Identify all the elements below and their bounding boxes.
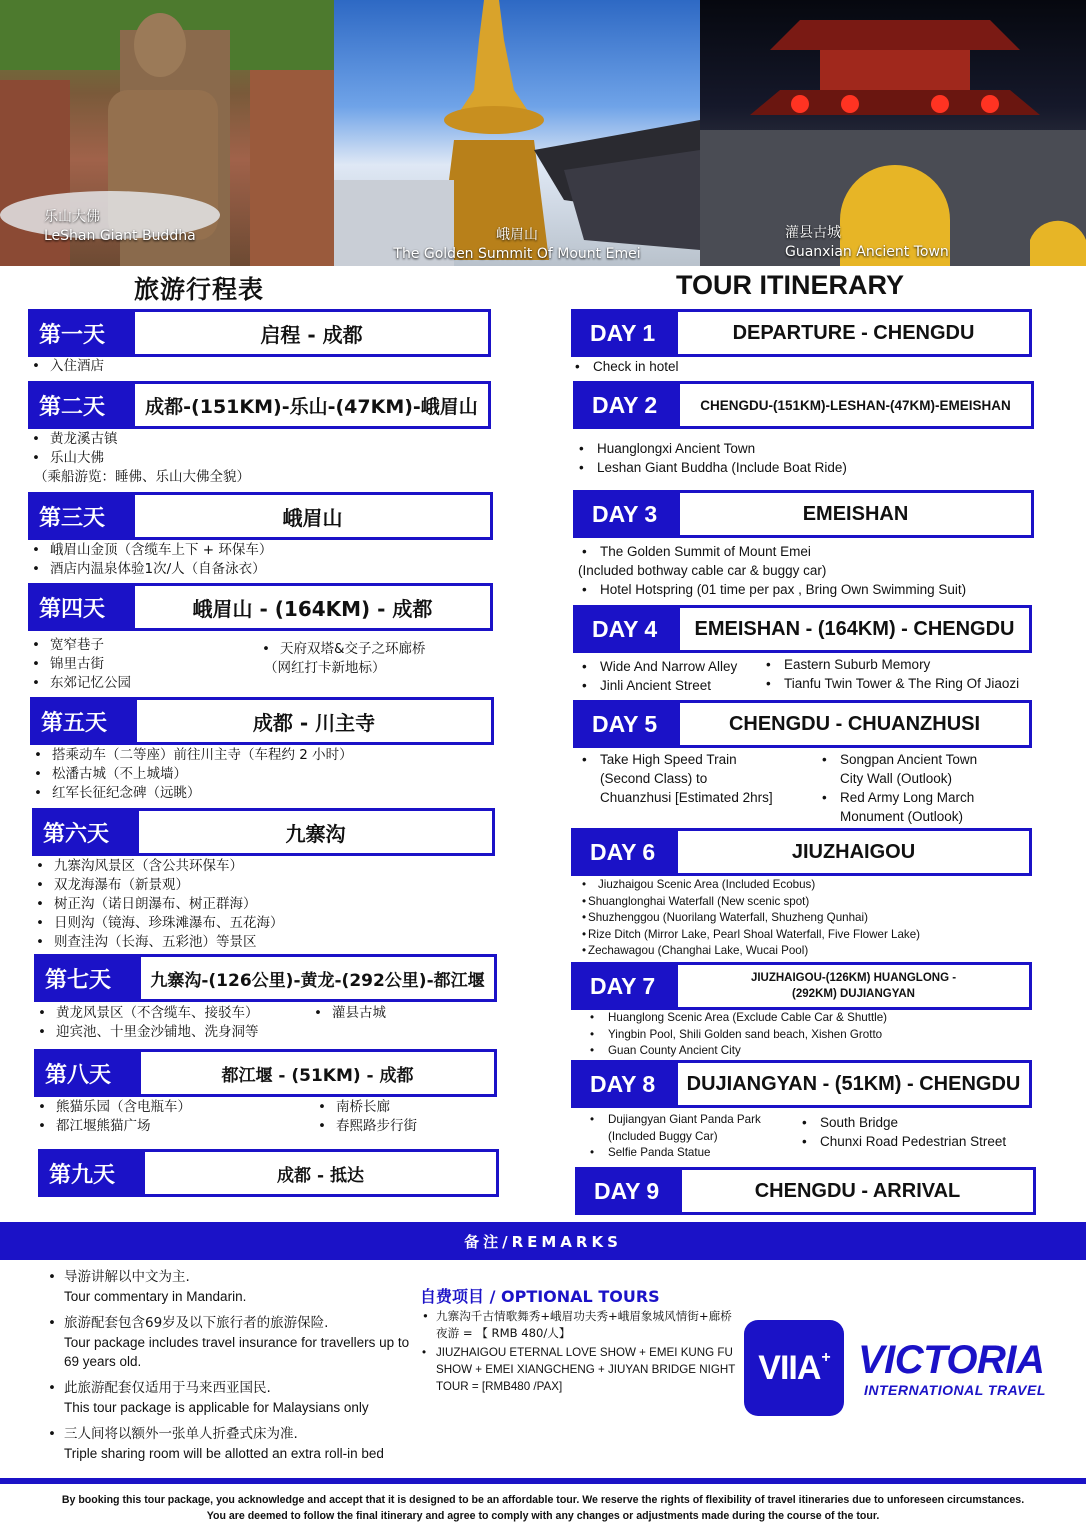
day-tag: DAY 9 — [578, 1170, 682, 1212]
caption-cn: 峨眉山 — [496, 227, 538, 243]
list-note: (Included bothway cable car & buggy car) — [578, 563, 827, 578]
day-tag: DAY 7 — [574, 965, 678, 1007]
day-title: CHENGDU - CHUANZHUSI — [728, 712, 981, 735]
list-note: （网红打卡新地标） — [264, 660, 386, 676]
list-item: • 黄龙溪古镇 — [28, 430, 250, 449]
remark-item — [48, 1425, 418, 1463]
en-day-7-list — [586, 1010, 887, 1060]
remark-item — [48, 1379, 418, 1417]
cn-day-2-bar — [28, 381, 491, 429]
remark-en: This tour package is applicable for Malaysians only — [64, 1400, 369, 1415]
list-note: Chuanzhusi [Estimated 2hrs] — [600, 790, 773, 805]
day-title: 九寨沟-(126公里)-黄龙-(292公里)-都江堰 — [150, 970, 485, 991]
company-name: VICTORIA — [858, 1338, 1045, 1382]
list-note: (Second Class) to — [600, 771, 708, 786]
list-item: • Rize Ditch (Mirror Lake, Pearl Shoal Waterfall, Five Flower Lake) — [578, 927, 920, 944]
footer-line-2: You are deemed to follow the final itinerary and agree to comply with any changes or adjustments made during the course of the tour. — [206, 1510, 880, 1522]
en-day-1-list — [571, 357, 679, 376]
day-tag: DAY 5 — [576, 703, 680, 745]
remarks-bar: 备注/REMARKS — [0, 1222, 1086, 1260]
cn-day-6-bar — [32, 808, 495, 856]
list-note: City Wall (Outlook) — [840, 771, 953, 786]
day-title: 峨眉山 — [282, 505, 343, 530]
photo-caption — [334, 226, 700, 264]
list-item: • Chunxi Road Pedestrian Street — [798, 1132, 1006, 1151]
en-day-2-list — [575, 439, 847, 477]
list-item: • Wide And Narrow Alley — [578, 657, 737, 676]
list-item: • Zechawagou (Changhai Lake, Wucai Pool) — [578, 943, 920, 960]
list-item: • 春熙路步行街 — [314, 1117, 417, 1136]
list-item: • 红军长征纪念碑（远眺） — [30, 784, 353, 803]
cn-day-1-bar — [28, 309, 491, 357]
day-title: 都江堰 - (51KM) - 成都 — [221, 1065, 414, 1086]
footer-line-1: By booking this tour package, you acknowledge and accept that it is designed to be an affordable tour. We reserve the rights of flexibility of travel itineraries due to unforeseen circumstances. — [61, 1494, 1025, 1506]
list-item: • Red Army Long March — [818, 788, 977, 807]
photo-caption — [44, 208, 196, 246]
remark-en: Tour package includes travel insurance for travellers up to 69 years old. — [64, 1335, 410, 1369]
cn-day-5-bar — [30, 697, 494, 745]
cn-day-7-bar — [34, 954, 497, 1002]
list-item: • 日则沟（镜海、珍珠滩瀑布、五花海） — [32, 914, 284, 933]
cn-itinerary-title: 旅游行程表 — [134, 275, 265, 304]
list-item: • 东郊记忆公园 — [28, 674, 131, 693]
day-tag: DAY 1 — [574, 312, 678, 354]
header-photos — [0, 0, 1086, 266]
day-tag: DAY 3 — [576, 493, 680, 535]
list-item: • 入住酒店 — [28, 357, 104, 376]
photo-caption — [785, 224, 949, 262]
list-note: (Included Buggy Car) — [608, 1129, 718, 1143]
en-day-5-bar — [573, 700, 1032, 748]
company-subtitle: INTERNATIONAL TRAVEL — [864, 1382, 1046, 1398]
cn-day-5-list — [30, 746, 353, 803]
list-item: • 都江堰熊猫广场 — [34, 1117, 191, 1136]
photo-leshan-buddha — [0, 0, 334, 266]
remark-cn: • 此旅游配套仅适用于马来西亚国民. — [64, 1380, 271, 1396]
photo-emei-summit — [334, 0, 700, 266]
remarks-list — [48, 1268, 418, 1471]
company-logo-mark — [744, 1320, 844, 1416]
day-title: DEPARTURE - CHENGDU — [732, 321, 975, 344]
list-item: • Guan County Ancient City — [586, 1043, 887, 1060]
list-item: • 宽窄巷子 — [28, 636, 131, 655]
list-note: （乘船游览：睡佛、乐山大佛全貌） — [34, 469, 250, 485]
day-tag: 第九天 — [41, 1152, 145, 1194]
en-day-4-list-right — [762, 655, 1019, 693]
en-day-2-bar — [573, 381, 1034, 429]
cn-day-4-bar — [28, 583, 493, 631]
day-tag: 第四天 — [31, 586, 135, 628]
day-tag: 第七天 — [37, 957, 141, 999]
list-item: • Hotel Hotspring (01 time per pax , Bring Own Swimming Suit) — [578, 580, 966, 599]
list-item: • 峨眉山金顶（含缆车上下 + 环保车） — [28, 541, 272, 560]
footer-disclaimer — [0, 1492, 1086, 1524]
en-day-4-list-left — [578, 657, 737, 695]
caption-en: Guanxian Ancient Town — [785, 244, 949, 260]
day-title: EMEISHAN — [802, 502, 909, 525]
list-item: • Songpan Ancient Town — [818, 750, 977, 769]
cn-day-8-list-right — [314, 1098, 417, 1136]
remark-cn: • 导游讲解以中文为主. — [64, 1269, 190, 1285]
logo-mark-plus: + — [821, 1349, 830, 1366]
list-item: • 南桥长廊 — [314, 1098, 417, 1117]
list-item: • Jinli Ancient Street — [578, 676, 737, 695]
day-tag: DAY 8 — [574, 1063, 678, 1105]
list-item: • Eastern Suburb Memory — [762, 655, 1019, 674]
cn-day-4-list-right — [258, 640, 426, 678]
en-day-7-bar — [571, 962, 1032, 1010]
cn-day-9-bar — [38, 1149, 499, 1197]
optional-tour-item: • 九寨沟千古情歌舞秀+峨眉功夫秀+峨眉象城风情街+廊桥夜游 = 【 RMB 480/人】 — [420, 1308, 740, 1342]
en-day-3-bar — [573, 490, 1034, 538]
day-tag: DAY 6 — [574, 831, 678, 873]
day-tag: 第六天 — [35, 811, 139, 853]
caption-en: The Golden Summit Of Mount Emei — [393, 246, 641, 262]
day-tag: 第二天 — [31, 384, 135, 426]
optional-tours-list — [420, 1308, 740, 1397]
cn-day-2-list — [28, 430, 250, 487]
remark-en: Triple sharing room will be allotted an extra roll-in bed — [64, 1446, 384, 1461]
optional-tour-item: • JIUZHAIGOU ETERNAL LOVE SHOW + EMEI KUNG FU SHOW + EMEI XIANGCHENG + JIUYAN BRIDGE NIGHT TOUR = [RMB480 /PAX] — [420, 1344, 740, 1395]
day-title: CHENGDU-(151KM)-LESHAN-(47KM)-EMEISHAN — [700, 397, 1011, 413]
day-title: 成都 - 川主寺 — [252, 710, 376, 735]
cn-day-7-list-right — [310, 1004, 386, 1023]
cn-day-7-list-left — [34, 1004, 259, 1042]
list-item: • Shuzhenggou (Nuorilang Waterfall, Shuzheng Qunhai) — [578, 910, 920, 927]
day-title: 成都 - 抵达 — [277, 1165, 364, 1186]
day-tag: 第三天 — [31, 495, 135, 537]
day-title: EMEISHAN - (164KM) - CHENGDU — [694, 617, 1015, 640]
remark-item — [48, 1314, 418, 1371]
en-day-5-list-left — [578, 750, 773, 807]
day-title: CHENGDU - ARRIVAL — [754, 1179, 961, 1202]
day-title: 成都-(151KM)-乐山-(47KM)-峨眉山 — [145, 395, 478, 418]
day-title: 峨眉山 - (164KM) - 成都 — [192, 596, 433, 621]
cn-day-3-list — [28, 541, 272, 579]
en-day-8-list-left — [586, 1112, 761, 1162]
en-day-5-list-right — [818, 750, 977, 826]
en-day-1-bar — [571, 309, 1032, 357]
day-title-line-2: (292KM) DUJIANGYAN — [792, 988, 915, 1000]
en-day-9-bar — [575, 1167, 1036, 1215]
list-item: • Tianfu Twin Tower & The Ring Of Jiaozi — [762, 674, 1019, 693]
list-item: • Check in hotel — [571, 357, 679, 376]
list-item: • South Bridge — [798, 1113, 1006, 1132]
list-item: • Selfie Panda Statue — [586, 1145, 761, 1162]
list-item: • 则查洼沟（长海、五彩池）等景区 — [32, 933, 284, 952]
list-item: • Dujiangyan Giant Panda Park — [586, 1112, 761, 1129]
photo-guanxian-town — [700, 0, 1086, 266]
list-item: • Huanglong Scenic Area (Exclude Cable Car & Shuttle) — [586, 1010, 887, 1027]
list-item: • 天府双塔&交子之环廊桥 — [258, 640, 426, 659]
day-title: 九寨沟 — [285, 821, 346, 846]
list-item: • Huanglongxi Ancient Town — [575, 439, 847, 458]
list-item: • 双龙海瀑布（新景观） — [32, 876, 284, 895]
remark-cn: • 三人间将以额外一张单人折叠式床为准. — [64, 1426, 298, 1442]
footer-divider — [0, 1478, 1086, 1484]
list-item: • Leshan Giant Buddha (Include Boat Ride) — [575, 458, 847, 477]
list-item: • 黄龙风景区（不含缆车、接驳车） — [34, 1004, 259, 1023]
en-day-6-list — [578, 877, 920, 960]
list-item: • Yingbin Pool, Shili Golden sand beach, Xishen Grotto — [586, 1027, 887, 1044]
day-tag: 第八天 — [37, 1052, 141, 1094]
day-tag: 第五天 — [33, 700, 137, 742]
day-title: DUJIANGYAN - (51KM) - CHENGDU — [686, 1072, 1021, 1095]
list-item: • 搭乘动车（二等座）前往川主寺（车程约 2 小时） — [30, 746, 353, 765]
cn-day-8-list-left — [34, 1098, 191, 1136]
en-itinerary-title: TOUR ITINERARY — [676, 270, 905, 300]
list-item: • 熊猫乐园（含电瓶车） — [34, 1098, 191, 1117]
remark-en: Tour commentary in Mandarin. — [64, 1289, 247, 1304]
list-item: • 松潘古城（不上城墙） — [30, 765, 353, 784]
list-item: • 迎宾池、十里金沙铺地、洗身洞等 — [34, 1023, 259, 1042]
day-title-line-1: JIUZHAIGOU-(126KM) HUANGLONG - — [750, 972, 957, 984]
list-item: • The Golden Summit of Mount Emei — [578, 542, 966, 561]
caption-cn: 灌县古城 — [785, 225, 841, 241]
day-tag: 第一天 — [31, 312, 135, 354]
day-tag: DAY 2 — [576, 384, 680, 426]
day-title — [678, 965, 1029, 1007]
caption-en: LeShan Giant Buddha — [44, 228, 196, 244]
cn-day-6-list — [32, 857, 284, 952]
day-title: 启程 - 成都 — [260, 322, 363, 347]
cn-day-4-list-left — [28, 636, 131, 693]
en-day-4-bar — [573, 605, 1032, 653]
list-item: • Take High Speed Train — [578, 750, 773, 769]
en-day-3-list — [578, 542, 966, 599]
day-tag: DAY 4 — [576, 608, 680, 650]
optional-tours-title: 自费项目 / OPTIONAL TOURS — [420, 1287, 660, 1306]
list-item: • 乐山大佛 — [28, 449, 250, 468]
en-day-8-bar — [571, 1060, 1032, 1108]
list-item: • Jiuzhaigou Scenic Area (Included Ecobus) — [578, 877, 920, 894]
list-item: • 锦里古街 — [28, 655, 131, 674]
en-day-8-list-right — [798, 1113, 1006, 1151]
list-item: • 灌县古城 — [310, 1004, 386, 1023]
remark-cn: • 旅游配套包含69岁及以下旅行者的旅游保险. — [64, 1315, 329, 1331]
logo-mark-text: VIIA — [758, 1348, 821, 1387]
cn-day-8-bar — [34, 1049, 497, 1097]
list-note: Monument (Outlook) — [840, 809, 964, 824]
list-item: • Shuanglonghai Waterfall (New scenic spot) — [578, 894, 920, 911]
list-item: • 九寨沟风景区（含公共环保车） — [32, 857, 284, 876]
list-item: • 酒店内温泉体验1次/人（自备泳衣） — [28, 560, 272, 579]
remark-item — [48, 1268, 418, 1306]
en-day-6-bar — [571, 828, 1032, 876]
cn-day-3-bar — [28, 492, 493, 540]
list-item: • 树正沟（诺日朗瀑布、树正群海） — [32, 895, 284, 914]
day-title: JIUZHAIGOU — [791, 840, 916, 863]
cn-day-1-list — [28, 357, 104, 376]
caption-cn: 乐山大佛 — [44, 209, 100, 225]
